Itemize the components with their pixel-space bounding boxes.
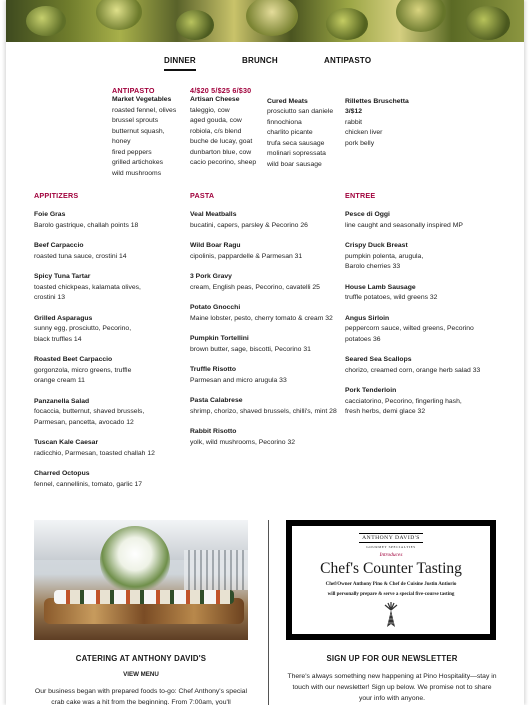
menu-item — [345, 386, 495, 418]
item-name: House Lamb Sausage — [345, 283, 416, 291]
item-line: Maine lobster, pesto, cherry tomato & cream 32 — [190, 314, 333, 322]
item-name: Pumpkin Tortellini — [190, 335, 249, 342]
item-name: Potato Gnocchi — [190, 304, 241, 311]
item-line: molinari sopressata — [267, 150, 326, 157]
item-name: Crispy Duck Breast — [345, 242, 408, 249]
sprout-shape — [326, 8, 368, 40]
item-line: trufa seca sausage — [267, 139, 325, 147]
item-line: aged gouda, cow — [190, 117, 242, 124]
item-line: charlito picante — [267, 129, 313, 136]
menu-item — [190, 365, 344, 386]
item-line: finnochiona — [267, 118, 302, 126]
introduces-label: Introduces — [379, 552, 403, 558]
hero-photo-brussels-sprouts — [6, 0, 524, 42]
item-name: Roasted Beet Carpaccio — [34, 356, 113, 363]
item-line: rabbit — [345, 118, 363, 126]
menu-item — [34, 397, 184, 429]
item-name: Panzanella Salad — [34, 397, 90, 405]
chefs-counter-card — [292, 526, 490, 634]
catering-title: CATERING AT ANTHONY DAVID'S — [75, 654, 207, 663]
catering-photo[interactable] — [34, 520, 248, 640]
item-name: Cured Meats — [267, 97, 308, 105]
menu-item — [345, 355, 495, 376]
menu-item — [34, 272, 184, 304]
menu-item — [34, 314, 184, 346]
item-line: buche de lucay, goat — [190, 138, 253, 145]
sprout-shape — [246, 0, 298, 36]
item-line: fennel, cannellinis, tomato, garlic 17 — [34, 480, 143, 488]
item-line: prosciutto san daniele — [267, 108, 334, 115]
appetizers-heading: APPITIZERS — [34, 191, 79, 200]
brand-logo: ANTHONY DAVID'S — [359, 533, 423, 543]
item-line: robiola, c/s blend — [190, 127, 242, 135]
view-menu-link[interactable]: VIEW MENU — [123, 671, 159, 678]
flower-arrangement-shape — [100, 526, 170, 596]
item-name: Beef Carpaccio — [34, 242, 84, 249]
item-line: bucatini, capers, parsley & Pecorino 26 — [190, 221, 308, 229]
menu-item — [34, 469, 184, 490]
tab-dinner[interactable]: DINNER — [164, 56, 196, 65]
item-line: butternut squash, — [112, 127, 165, 135]
item-name: Wild Boar Ragu — [190, 242, 241, 249]
item-line: focaccia, butternut, shaved brussels, — [34, 408, 145, 415]
entree-column — [345, 191, 495, 418]
menu-item — [190, 396, 344, 417]
menu-page — [6, 0, 524, 705]
chefs-counter-subtitle: will personally prepare & serve a special five-course tasting — [327, 592, 455, 597]
item-line: brussel sprouts — [112, 117, 159, 124]
tab-antipasto[interactable]: ANTIPASTO — [324, 56, 372, 65]
menu-item — [190, 303, 344, 324]
item-name: Market Vegetables — [112, 96, 172, 103]
item-line: taleggio, cow — [190, 106, 230, 114]
item-name: Artisan Cheese — [190, 96, 240, 103]
item-line: chicken liver — [345, 129, 383, 136]
food-dishes-shape — [54, 590, 234, 604]
appetizers-column — [34, 191, 184, 490]
item-name: Rabbit Risotto — [190, 428, 237, 435]
entree-heading: ENTREE — [345, 191, 376, 200]
item-name: Pasta Calabrese — [190, 397, 243, 404]
item-line: orange cream 11 — [34, 377, 85, 384]
pasta-column — [190, 191, 344, 448]
menu-item — [190, 334, 344, 355]
menu-item — [190, 241, 344, 262]
item-line: roasted tuna sauce, crostini 14 — [34, 252, 127, 260]
antipasto-artisan-cheese — [190, 86, 266, 169]
chefs-counter-title: Chef's Counter Tasting — [320, 560, 462, 577]
pasta-heading: PASTA — [190, 191, 215, 200]
menu-item — [345, 210, 495, 231]
catering-section — [34, 520, 248, 705]
item-name: Pesce di Oggi — [345, 211, 390, 218]
sprout-shape — [466, 6, 510, 40]
antipasto-cured-meats — [267, 86, 343, 170]
newsletter-section — [286, 520, 498, 704]
item-line: honey — [112, 138, 131, 145]
item-name: Grilled Asparagus — [34, 314, 93, 322]
item-name: 3 Pork Gravy — [190, 273, 232, 280]
section-divider — [268, 520, 269, 705]
item-line: radicchio, Parmesan, toasted challah 12 — [34, 449, 155, 457]
item-name: Pork Tenderloin — [345, 387, 397, 394]
item-line: toasted chickpeas, kalamata olives, — [34, 283, 141, 291]
item-line: pumpkin polenta, arugula, — [345, 252, 424, 260]
item-line: potatoes 36 — [345, 335, 381, 343]
item-line: Parmesan, pancetta, avocado 12 — [34, 418, 134, 426]
item-line: grilled artichokes — [112, 159, 163, 166]
catering-description: Our business began with prepared foods to-go: Chef Anthony's special crab cake was a hit from the beginning. From 7:00am, you'll — [34, 688, 248, 705]
item-name: Rillettes Bruschetta — [345, 97, 409, 105]
item-line: brown butter, sage, biscotti, Pecorino 31 — [190, 345, 311, 353]
item-line: shrimp, chorizo, shaved brussels, chilli's, mint 28 — [190, 407, 337, 415]
brand-logo-subtitle: GOURMET SPECIALTIES — [366, 545, 416, 549]
menu-item — [345, 283, 495, 304]
item-name: Truffle Risotto — [190, 366, 237, 373]
item-line: Parmesan and micro arugula 33 — [190, 376, 287, 384]
item-line: fired peppers — [112, 148, 152, 156]
antipasto-market-vegetables — [112, 86, 188, 179]
newsletter-description: There's always something new happening at Pino Hospitality—stay in touch with our newsletter! Sign up below. We promise not to share your info with anyone. — [287, 673, 497, 702]
item-name: Angus Sirloin — [345, 314, 390, 322]
item-line: pork belly — [345, 139, 375, 147]
item-line: Barolo cherries 33 — [345, 263, 401, 270]
item-line: sunny egg, prosciutto, Pecorino, — [34, 325, 132, 332]
item-line: dunbarton blue, cow — [190, 148, 252, 156]
item-line: black truffles 14 — [34, 335, 82, 343]
item-name: Seared Sea Scallops — [345, 356, 412, 363]
item-name: Charred Octopus — [34, 470, 90, 477]
item-line: peppercorn sauce, wilted greens, Pecorino — [345, 325, 474, 332]
item-line: yolk, wild mushrooms, Pecorino 32 — [190, 438, 296, 446]
item-line: fresh herbs, demi glace 32 — [345, 408, 426, 415]
item-price: 3/$12 — [345, 108, 363, 115]
chairs-shape — [184, 550, 248, 590]
carrot-icon — [380, 602, 402, 628]
item-name: Foie Gras — [34, 211, 66, 218]
menu-item — [190, 272, 344, 293]
sprout-shape — [176, 10, 214, 40]
item-line: cacio pecorino, sheep — [190, 159, 257, 166]
tab-brunch[interactable]: BRUNCH — [242, 56, 278, 65]
item-line: truffle potatoes, wild greens 32 — [345, 294, 438, 301]
item-line: line caught and seasonally inspired MP — [345, 221, 463, 229]
menu-item — [345, 314, 495, 346]
antipasto-price: 4/$20 5/$25 6/$30 — [190, 86, 252, 95]
item-line: wild boar sausage — [267, 160, 322, 168]
item-name: Veal Meatballs — [190, 211, 237, 218]
antipasto-heading: ANTIPASTO — [112, 86, 155, 95]
menu-item — [34, 438, 184, 459]
item-name: Tuscan Kale Caesar — [34, 439, 99, 446]
item-line: gorgonzola, micro greens, truffle — [34, 366, 132, 374]
item-line: cipolinis, pappardelle & Parmesan 31 — [190, 252, 303, 260]
item-line: roasted fennel, olives — [112, 106, 177, 114]
sprout-shape — [96, 0, 142, 30]
item-line: crostini 13 — [34, 294, 65, 301]
item-name: Spicy Tuna Tartar — [34, 273, 91, 280]
menu-item — [34, 210, 184, 231]
menu-item — [190, 210, 344, 231]
menu-item — [190, 427, 344, 448]
newsletter-title: SIGN UP FOR OUR NEWSLETTER — [326, 654, 458, 663]
menu-tabs — [6, 56, 524, 74]
item-line: chorizo, creamed corn, orange herb salad 33 — [345, 366, 481, 374]
item-line: wild mushrooms — [112, 169, 162, 177]
item-line: cacciatorino, Pecorino, fingerling hash, — [345, 397, 462, 405]
item-line: cream, English peas, Pecorino, cavatelli 25 — [190, 283, 320, 291]
chefs-counter-subtitle: Chef/Owner Anthony Pino & Chef de Cuisine Justin Antiorio — [325, 582, 457, 587]
sprout-shape — [26, 6, 66, 36]
menu-item — [345, 241, 495, 273]
item-line: Barolo gastrique, challah points 18 — [34, 221, 139, 229]
menu-item — [34, 241, 184, 262]
chefs-counter-banner[interactable] — [286, 520, 496, 640]
sprout-shape — [396, 0, 446, 32]
menu-item — [34, 355, 184, 387]
antipasto-rillettes-bruschetta — [345, 86, 421, 149]
